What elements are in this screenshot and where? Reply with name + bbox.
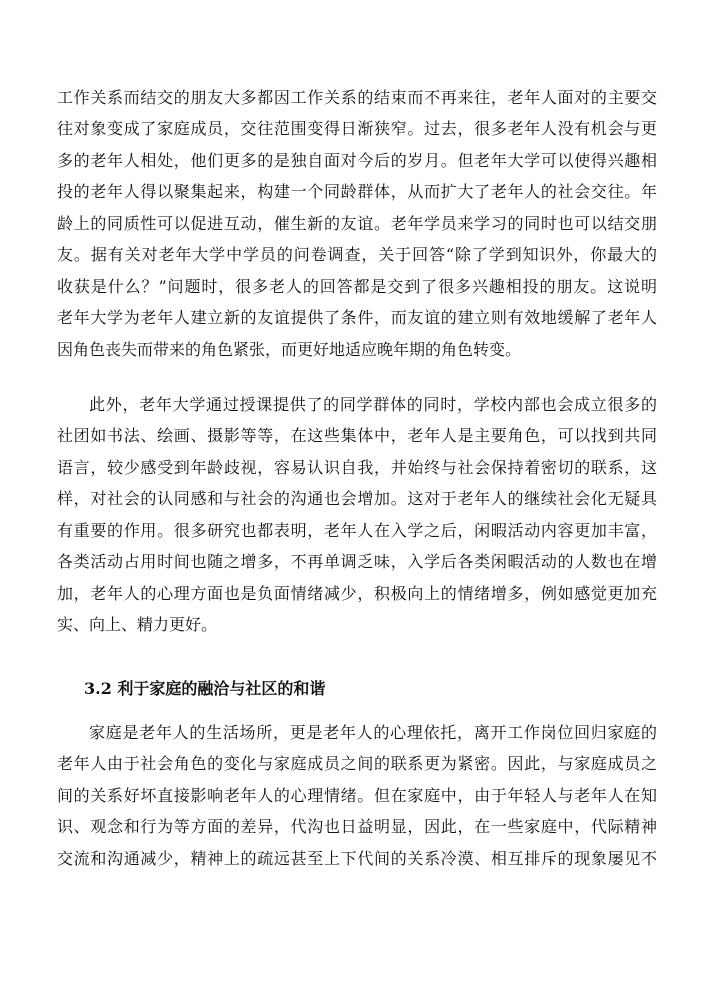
- text-line: 此外，老年大学通过授课提供了的同学群体的同时，学校内部也会成立很多的: [89, 395, 657, 414]
- text-line: 家庭是老年人的生活场所，更是老年人的心理依托，离开工作岗位回归家庭的: [89, 723, 657, 742]
- text-line: 龄上的同质性可以促进互动，催生新的友谊。老年学员来学习的同时也可以结交朋: [57, 214, 657, 233]
- text-line: 社团如书法、绘画、摄影等等，在这些集体中，老年人是主要角色，可以找到共同: [57, 426, 657, 445]
- text-line: 语言，较少感受到年龄歧视，容易认识自我，并始终与社会保持着密切的联系，这: [57, 458, 657, 477]
- text-line: 交流和沟通减少，精神上的疏远甚至上下代间的关系冷漠、相互排斥的现象屡见不: [57, 849, 657, 868]
- text-line: 工作关系而结交的朋友大多都因工作关系的结束而不再来往，老年人面对的主要交: [57, 88, 657, 107]
- text-line: 投的老年人得以聚集起来，构建一个同龄群体，从而扩大了老年人的社会交往。年: [57, 182, 657, 201]
- text-line: 识、观念和行为等方面的差异，代沟也日益明显，因此，在一些家庭中，代际精神: [57, 817, 657, 836]
- section-heading: 3.2 利于家庭的融洽与社区的和谐: [84, 679, 326, 698]
- text-line: 有重要的作用。很多研究也都表明，老年人在入学之后，闲暇活动内容更加丰富，: [57, 521, 657, 540]
- text-line: 往对象变成了家庭成员，交往范围变得日渐狭窄。过去，很多老年人没有机会与更: [57, 119, 657, 138]
- text-line: 收获是什么？”问题时，很多老人的回答都是交到了很多兴趣相投的朋友。这说明: [57, 277, 657, 296]
- text-line: 间的关系好坏直接影响老年人的心理情绪。但在家庭中，由于年轻人与老年人在知: [57, 786, 657, 805]
- text-line: 样，对社会的认同感和与社会的沟通也会增加。这对于老年人的继续社会化无疑具: [57, 489, 657, 508]
- text-line: 老年人由于社会角色的变化与家庭成员之间的联系更为紧密。因此，与家庭成员之: [57, 754, 657, 773]
- text-line: 各类活动占用时间也随之增多，不再单调乏味，入学后各类闲暇活动的人数也在增: [57, 552, 657, 571]
- text-line: 加，老年人的心理方面也是负面情绪减少，积极向上的情绪增多，例如感觉更加充: [57, 584, 657, 603]
- text-line: 实、向上、精力更好。: [57, 615, 218, 634]
- text-line: 友。据有关对老年大学中学员的问卷调查，关于回答“除了学到知识外，你最大的: [57, 245, 657, 264]
- text-line: 老年大学为老年人建立新的友谊提供了条件，而友谊的建立则有效地缓解了老年人: [57, 308, 657, 327]
- text-line: 因角色丧失而带来的角色紧张，而更好地适应晚年期的角色转变。: [57, 340, 522, 359]
- text-line: 多的老年人相处，他们更多的是独自面对今后的岁月。但老年大学可以使得兴趣相: [57, 151, 657, 170]
